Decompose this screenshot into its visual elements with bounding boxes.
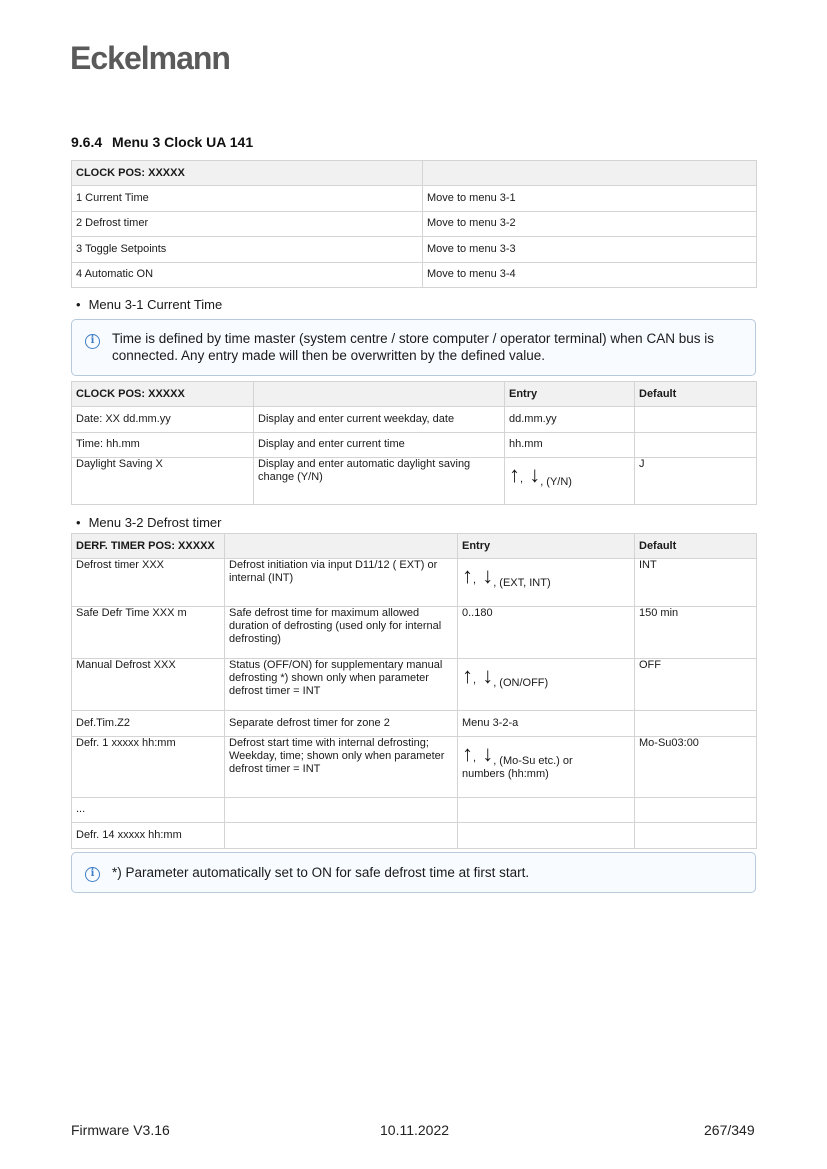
menu3-item: 3 Toggle Setpoints	[72, 237, 423, 262]
section-heading	[71, 134, 253, 150]
menu3-item: 4 Automatic ON	[72, 262, 423, 287]
entry-cell: Menu 3-2-a	[458, 711, 635, 737]
desc-cell: Safe defrost time for maximum allowed duration of defrosting (used only for internal defrosting)	[225, 607, 458, 659]
arrow-down-icon: ↓	[482, 563, 494, 588]
footer-firmware: Firmware V3.16	[71, 1122, 170, 1138]
bullet-text: Menu 3-1 Current Time	[88, 297, 223, 312]
info-note-safe-defrost	[71, 852, 756, 893]
note-text: Time is defined by time master (system centre / store computer / operator terminal) when CAN bus is connected. Any entry made will then be overwritten by the defined value.	[112, 331, 714, 363]
default-cell: 150 min	[635, 607, 757, 659]
param-cell: Time: hh.mm	[72, 432, 254, 458]
param-cell: Def.Tim.Z2	[72, 711, 225, 737]
column-header: Default	[635, 534, 757, 559]
menu31-table	[71, 381, 757, 505]
table-row	[72, 607, 757, 659]
entry-cell	[458, 559, 635, 607]
footer-page-number: 267/349	[704, 1122, 755, 1138]
desc-cell	[225, 823, 458, 849]
table-row	[72, 262, 757, 287]
bullet-dot: •	[76, 515, 81, 530]
arrow-up-icon: ↑	[462, 663, 473, 688]
entry-text: numbers (hh:mm)	[462, 767, 549, 780]
footer-date: 10.11.2022	[380, 1122, 450, 1138]
menu3-header-empty	[423, 161, 757, 186]
desc-cell: Display and enter automatic daylight saving change (Y/N)	[254, 458, 505, 505]
arrow-up-icon: ↑	[462, 563, 473, 588]
param-cell: Defr. 1 xxxxx hh:mm	[72, 736, 225, 797]
default-cell: J	[635, 458, 757, 505]
table-row	[72, 432, 757, 458]
param-cell: Manual Defrost XXX	[72, 659, 225, 711]
table-row	[72, 711, 757, 737]
desc-cell: Status (OFF/ON) for supplementary manual defrosting *) shown only when parameter defrost timer = INT	[225, 659, 458, 711]
menu32-table	[71, 533, 757, 849]
table-row	[72, 736, 757, 797]
entry-cell	[458, 659, 635, 711]
entry-cell	[458, 823, 635, 849]
column-header: Entry	[458, 534, 635, 559]
menu3-item: 2 Defrost timer	[72, 211, 423, 236]
param-cell: Date: XX dd.mm.yy	[72, 407, 254, 433]
desc-cell: Display and enter current time	[254, 432, 505, 458]
default-cell	[635, 711, 757, 737]
menu3-action: Move to menu 3-3	[423, 237, 757, 262]
menu3-header: CLOCK POS: XXXXX	[72, 161, 423, 186]
entry-cell: hh.mm	[505, 432, 635, 458]
arrow-separator: ,	[473, 574, 477, 586]
arrow-down-icon: ↓	[482, 663, 494, 688]
desc-cell: Defrost start time with internal defrosting; Weekday, time; shown only when parameter defrost timer = INT	[225, 736, 458, 797]
bullet-menu-3-2	[76, 515, 222, 530]
param-cell: Safe Defr Time XXX m	[72, 607, 225, 659]
default-cell	[635, 407, 757, 433]
entry-cell	[505, 458, 635, 505]
table-row	[72, 211, 757, 236]
column-header: CLOCK POS: XXXXX	[72, 382, 254, 407]
default-cell	[635, 797, 757, 823]
arrow-up-icon: ↑	[509, 462, 520, 488]
entry-text: , (Y/N)	[540, 476, 572, 489]
table-row	[72, 823, 757, 849]
entry-text: , (ON/OFF)	[493, 677, 549, 689]
table-row	[72, 237, 757, 262]
column-header: DERF. TIMER POS: XXXXX	[72, 534, 225, 559]
info-icon: i	[85, 867, 100, 882]
param-cell: Defrost timer XXX	[72, 559, 225, 607]
section-number: 9.6.4	[71, 134, 103, 150]
entry-cell: dd.mm.yy	[505, 407, 635, 433]
entry-text: , (Mo-Su etc.) or	[493, 754, 573, 767]
table-row	[72, 407, 757, 433]
desc-cell	[225, 797, 458, 823]
entry-cell: 0..180	[458, 607, 635, 659]
desc-cell: Separate defrost timer for zone 2	[225, 711, 458, 737]
arrow-down-icon: ↓	[529, 462, 541, 488]
column-header	[254, 382, 505, 407]
entry-cell	[458, 736, 635, 797]
menu3-action: Move to menu 3-1	[423, 186, 757, 211]
arrow-separator: ,	[473, 674, 477, 686]
arrow-down-icon: ↓	[482, 740, 494, 766]
param-cell: ...	[72, 797, 225, 823]
table-row	[72, 659, 757, 711]
note-text: *) Parameter automatically set to ON for safe defrost time at first start.	[112, 865, 530, 880]
table-row	[72, 559, 757, 607]
arrow-up-icon: ↑	[462, 740, 473, 766]
arrow-separator: ,	[473, 751, 477, 764]
bullet-dot: •	[76, 297, 81, 312]
info-note-can-bus	[71, 319, 756, 376]
column-header	[225, 534, 458, 559]
table-row	[72, 797, 757, 823]
menu3-item: 1 Current Time	[72, 186, 423, 211]
default-cell	[635, 823, 757, 849]
menu3-action: Move to menu 3-4	[423, 262, 757, 287]
desc-cell: Defrost initiation via input D11/12 ( EXT) or internal (INT)	[225, 559, 458, 607]
param-cell: Defr. 14 xxxxx hh:mm	[72, 823, 225, 849]
menu3-table	[71, 160, 757, 288]
arrow-separator: ,	[520, 473, 524, 486]
default-cell: INT	[635, 559, 757, 607]
desc-cell: Display and enter current weekday, date	[254, 407, 505, 433]
param-cell: Daylight Saving X	[72, 458, 254, 505]
default-cell: Mo-Su03:00	[635, 736, 757, 797]
column-header: Entry	[505, 382, 635, 407]
menu3-action: Move to menu 3-2	[423, 211, 757, 236]
column-header: Default	[635, 382, 757, 407]
table-row	[72, 186, 757, 211]
info-icon: i	[85, 334, 100, 349]
bullet-menu-3-1	[76, 297, 222, 312]
table-row	[72, 458, 757, 505]
default-cell	[635, 432, 757, 458]
brand-logo: Eckelmann	[70, 40, 230, 76]
entry-cell	[458, 797, 635, 823]
bullet-text: Menu 3-2 Defrost timer	[88, 515, 222, 530]
section-title: Menu 3 Clock UA 141	[112, 134, 254, 150]
default-cell: OFF	[635, 659, 757, 711]
entry-text: , (EXT, INT)	[493, 577, 551, 589]
